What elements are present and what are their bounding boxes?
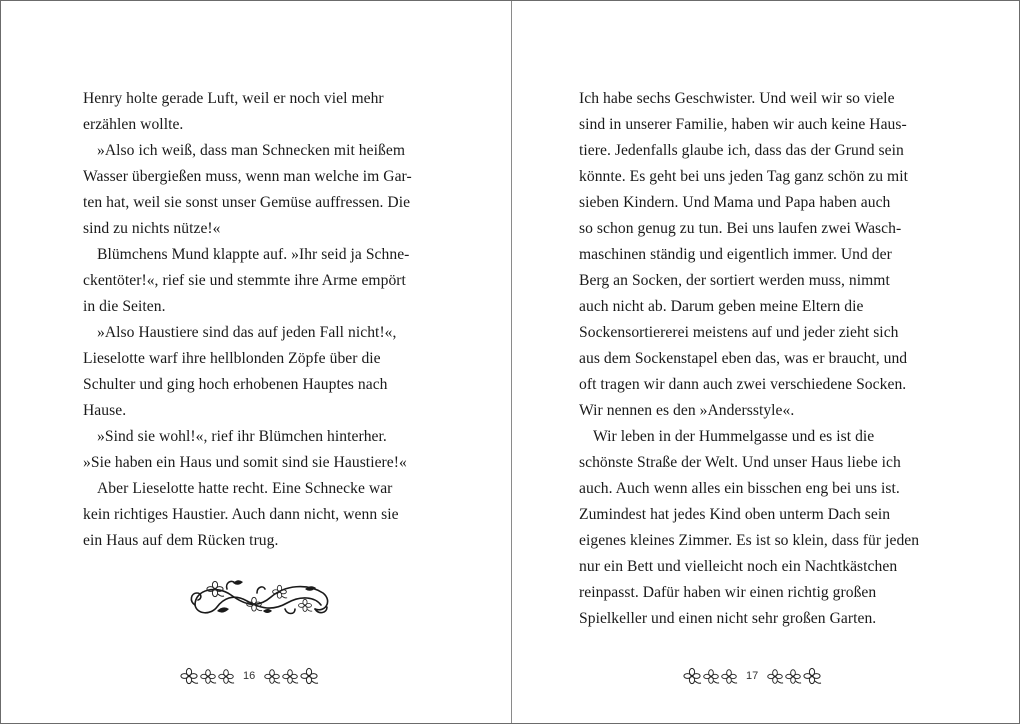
text-line: sind zu nichts nütze!« [83, 220, 221, 237]
text-line: »Sie haben ein Haus und somit sind sie Haustiere!« [83, 454, 407, 471]
text-line: oft tragen wir dann auch zwei verschiedene Socken. [579, 376, 907, 393]
floral-vine-ornament-icon [187, 575, 333, 619]
flower-icon [263, 669, 281, 684]
text-line: Wir nennen es den »Andersstyle«. [579, 402, 795, 419]
text-line: auch. Auch wenn alles ein bisschen eng bei uns ist. [579, 480, 900, 497]
flower-icon [682, 668, 702, 684]
page-number: 16 [243, 670, 256, 682]
text-line: Zumindest hat jedes Kind oben unterm Dach sein [579, 506, 891, 523]
text-line: ckentöter!«, rief sie und stemmte ihre Arme empört [83, 272, 406, 289]
text-line: aus dem Sockenstapel eben das, was er braucht, und [579, 350, 908, 367]
flower-icon [299, 668, 319, 684]
text-line: Sockensortiererei meistens auf und jeder zieht sich [579, 324, 899, 341]
text-line: Hause. [83, 402, 127, 419]
flower-icon [199, 669, 217, 684]
flower-icon [217, 669, 235, 684]
text-line: Henry holte gerade Luft, weil er noch viel mehr [83, 90, 384, 107]
flower-icon [784, 669, 802, 684]
text-line: so schon genug zu tun. Bei uns laufen zwei Wasch- [579, 220, 902, 237]
flower-icon [702, 669, 720, 684]
text-line: tiere. Jedenfalls glaube ich, dass das der Grund sein [579, 142, 904, 159]
text-line: ein Haus auf dem Rücken trug. [83, 532, 279, 549]
text-line: Schulter und ging hoch erhobenen Hauptes nach [83, 376, 388, 393]
text-line: Wasser übergießen muss, wenn man welche im Gar- [83, 168, 412, 185]
text-line: nur ein Bett und vielleicht noch ein Nachtkästchen [579, 558, 898, 575]
page-number: 17 [746, 670, 759, 682]
text-line: Berg an Socken, der sortiert werden muss, nimmt [579, 272, 890, 289]
right-page [512, 1, 1020, 723]
flower-icon [720, 669, 738, 684]
text-line: Ich habe sechs Geschwister. Und weil wir so viele [579, 90, 895, 107]
text-line: sind in unserer Familie, haben wir auch keine Haus- [579, 116, 907, 133]
left-page-footer [179, 665, 319, 687]
text-line: Aber Lieselotte hatte recht. Eine Schnecke war [97, 480, 393, 497]
text-line: ten hat, weil sie sonst unser Gemüse auffressen. Die [83, 194, 411, 211]
text-line: in die Seiten. [83, 298, 166, 315]
text-line: Spielkeller und einen nicht sehr großen Garten. [579, 610, 877, 627]
left-page [1, 1, 511, 723]
flower-icon [179, 668, 199, 684]
text-line: »Sind sie wohl!«, rief ihr Blümchen hinterher. [97, 428, 387, 445]
text-line: kein richtiges Haustier. Auch dann nicht, wenn sie [83, 506, 399, 523]
text-line: Wir leben in der Hummelgasse und es ist die [593, 428, 875, 445]
text-line: »Also ich weiß, dass man Schnecken mit heißem [97, 142, 405, 159]
text-line: schönste Straße der Welt. Und unser Haus liebe ich [579, 454, 901, 471]
flower-icon [766, 669, 784, 684]
text-line: könnte. Es geht bei uns jeden Tag ganz schön zu mit [579, 168, 908, 185]
flower-icon [802, 668, 822, 684]
flower-icon [281, 669, 299, 684]
right-page-text [579, 86, 931, 632]
text-line: Blümchens Mund klappte auf. »Ihr seid ja Schne- [97, 246, 410, 263]
text-line: »Also Haustiere sind das auf jeden Fall nicht!«, [97, 324, 397, 341]
text-line: reinpasst. Dafür haben wir einen richtig großen [579, 584, 877, 601]
text-line: Lieselotte warf ihre hellblonden Zöpfe über die [83, 350, 381, 367]
right-page-footer [682, 665, 822, 687]
text-line: erzählen wollte. [83, 116, 184, 133]
left-page-text [83, 86, 433, 554]
text-line: maschinen ständig und eigentlich immer. Und der [579, 246, 892, 263]
text-line: eigenes kleines Zimmer. Es ist so klein, dass für jeden [579, 532, 920, 549]
text-line: auch nicht ab. Darum geben meine Eltern die [579, 298, 864, 315]
text-line: sieben Kindern. Und Mama und Papa haben auch [579, 194, 891, 211]
